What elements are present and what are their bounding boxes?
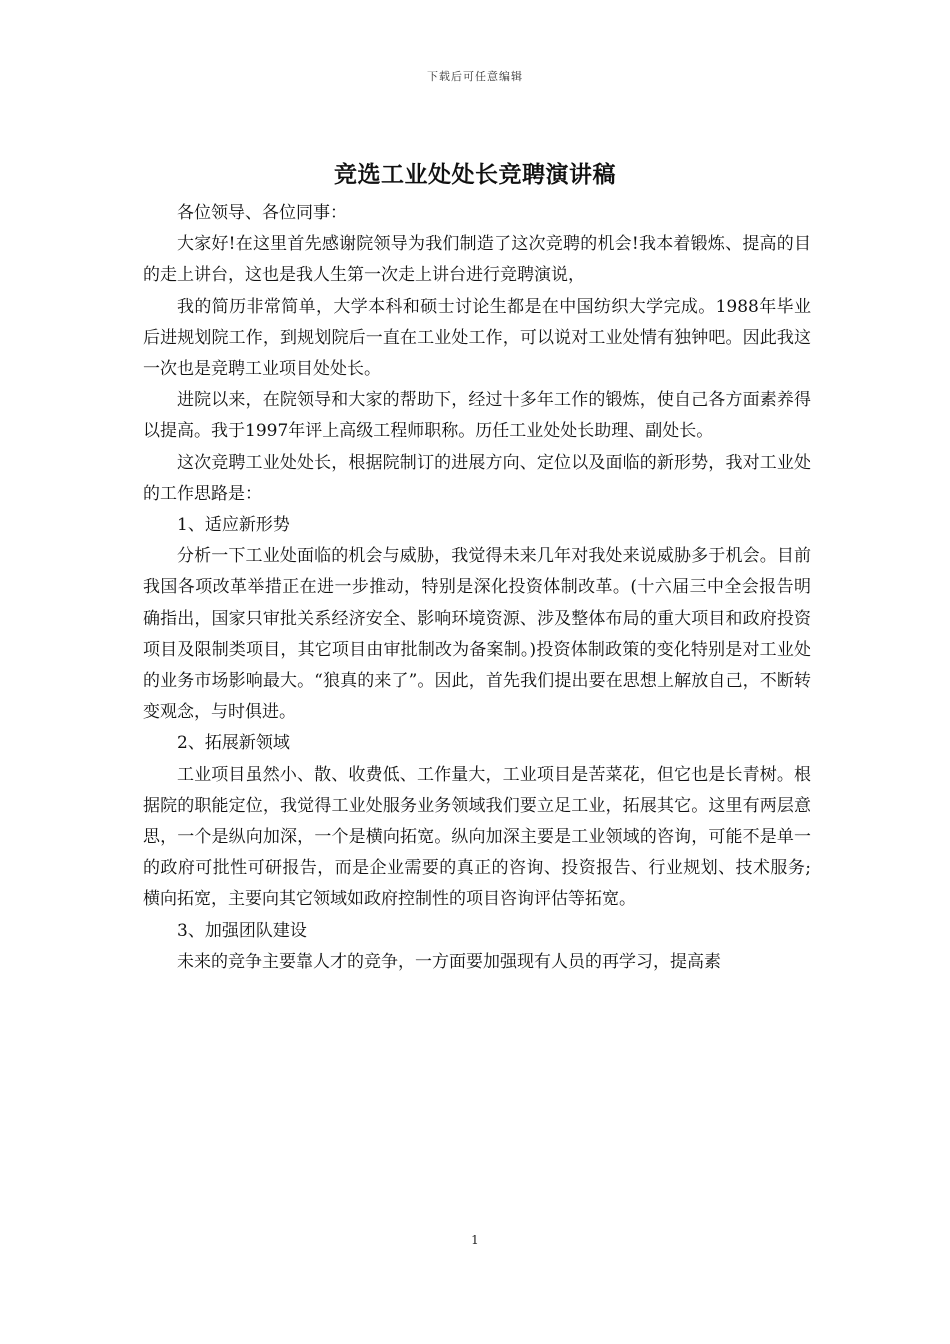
section-3-paragraph: 未来的竞争主要靠人才的竞争，一方面要加强现有人员的再学习，提高素 <box>177 951 721 972</box>
greeting-paragraph: 大家好!在这里首先感谢院领导为我们制造了这次竞聘的机会!我本着锻炼、提高的目的走上讲台，这也是我人生第一次走上讲台进行竞聘演说， <box>143 234 811 286</box>
section-heading-3: 3、加强团队建设 <box>177 920 307 941</box>
header-note: 下载后可任意编辑 <box>427 70 523 83</box>
section-1-paragraph: 分析一下工业处面临的机会与威胁，我觉得未来几年对我处来说威胁多于机会。目前我国各项改革举措正在进一步推动，特别是深化投资体制改革。(十六届三中全会报告明确指出，国家只审批关系经济安全、影响环境资源、涉及整体布局的重大项目和政府投资项目及限制类项目，其它项目由审批制改为备案制。)投资体制政策的变化特别是对工业处的业务市场影响最大。“狼真的来了”。因此，首先我们提出要在思想上解放自己，不断转变观念，与时俱进。 <box>143 546 811 723</box>
document-title: 竞选工业处处长竞聘演讲稿 <box>334 161 616 188</box>
document-body <box>143 198 811 978</box>
section-2-paragraph: 工业项目虽然小、散、收费低、工作量大，工业项目是苦菜花，但它也是长青树。根据院的职能定位，我觉得工业处服务业务领域我们要立足工业，拓展其它。这里有两层意思，一个是纵向加深，一个是横向拓宽。纵向加深主要是工业领域的咨询，可能不是单一的政府可批性可研报告，而是企业需要的真正的咨询、投资报告、行业规划、技术服务;横向拓宽，主要向其它领域如政府控制性的项目咨询评估等拓宽。 <box>143 764 811 910</box>
plan-intro-paragraph: 这次竞聘工业处处长，根据院制订的进展方向、定位以及面临的新形势，我对工业处的工作思路是： <box>143 452 811 504</box>
resume-paragraph: 我的简历非常简单，大学本科和硕士讨论生都是在中国纺织大学完成。1988年毕业后进规划院工作，到规划院后一直在工业处工作，可以说对工业处情有独钟吧。因此我这一次也是竞聘工业项目处处长。 <box>143 296 811 380</box>
section-heading-1: 1、适应新形势 <box>177 515 290 536</box>
salutation-paragraph: 各位领导、各位同事： <box>177 203 347 223</box>
page-number: 1 <box>471 1233 479 1247</box>
experience-paragraph: 进院以来，在院领导和大家的帮助下，经过十多年工作的锻炼，使自己各方面素养得以提高。我于1997年评上高级工程师职称。历任工业处处长助理、副处长。 <box>143 390 811 442</box>
section-heading-2: 2、拓展新领域 <box>177 733 290 754</box>
